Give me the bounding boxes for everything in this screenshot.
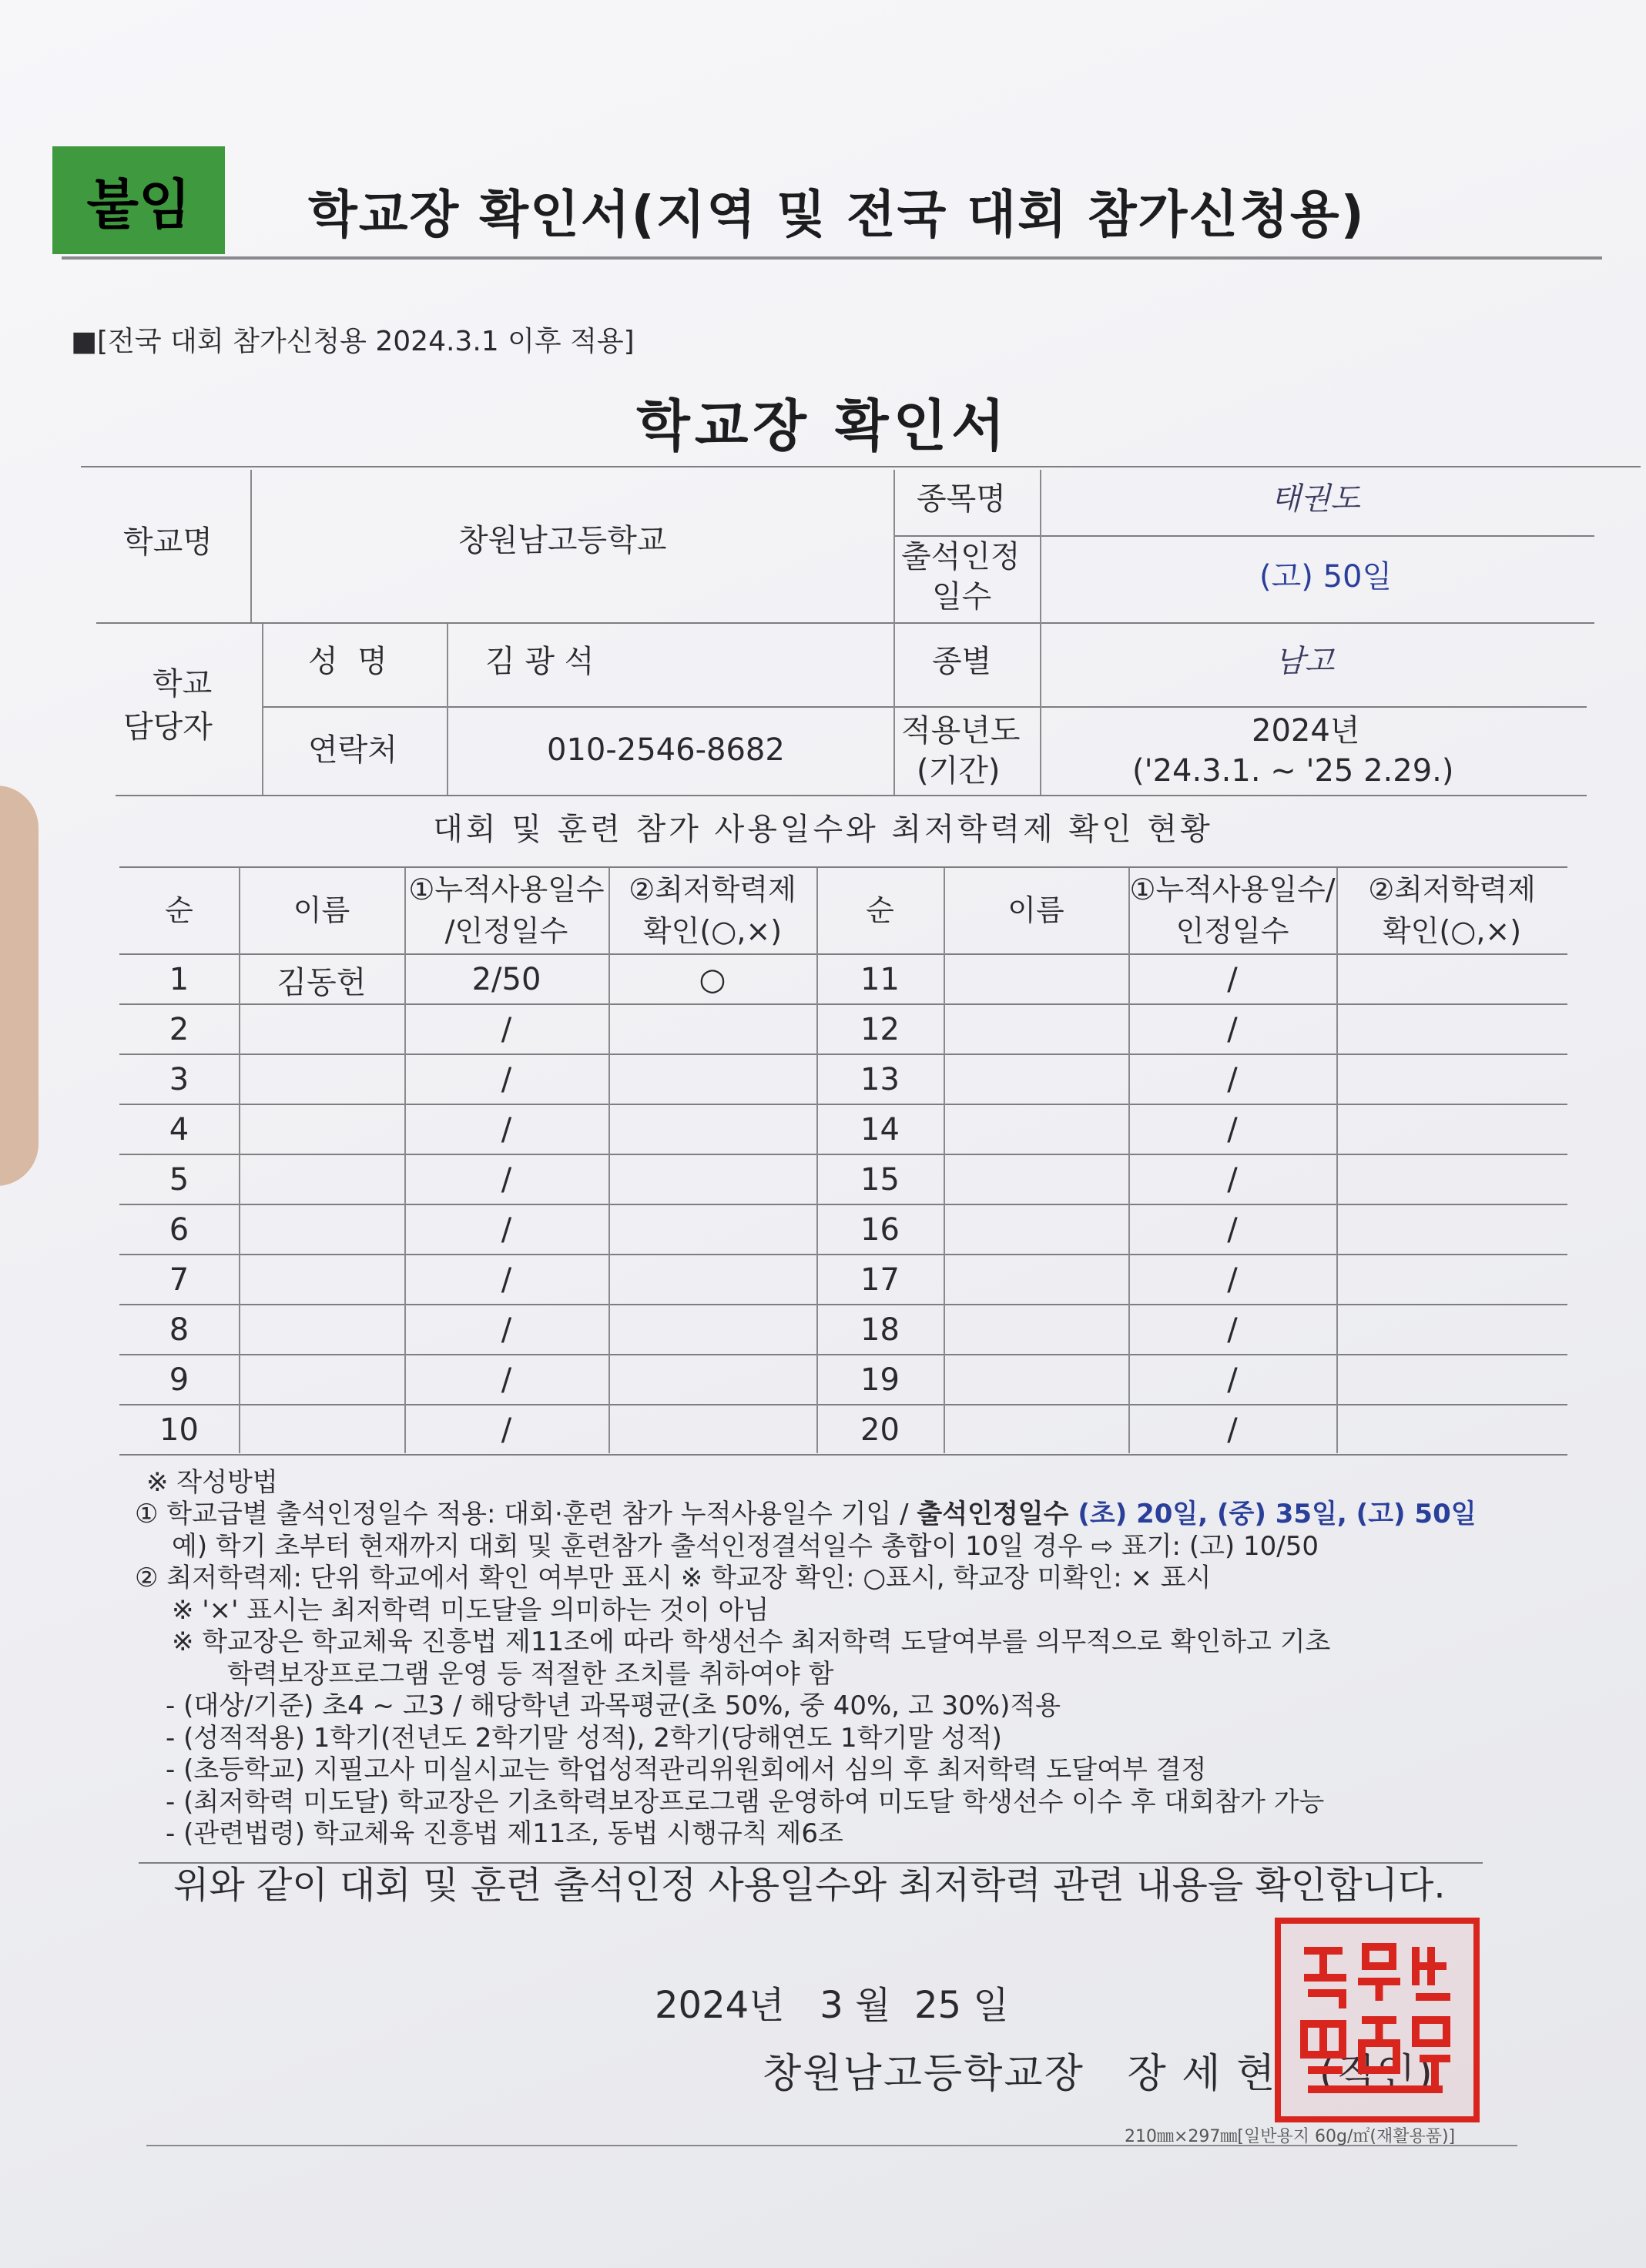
table-cell-days: / — [1227, 1212, 1238, 1248]
table-cell-name — [239, 1355, 404, 1405]
table-cell-days: / — [1227, 1412, 1238, 1448]
table-cell-check — [1336, 1005, 1567, 1054]
table-cell-no: 12 — [860, 1012, 900, 1047]
table-cell-days: / — [1227, 1062, 1238, 1097]
table-cell-name — [944, 1055, 1128, 1104]
note-3: ※ '×' 표시는 최저학력 미도달을 의미하는 것이 아님 — [172, 1594, 769, 1626]
table-cell-days: / — [501, 1262, 512, 1298]
table-title: 대회 및 훈련 참가 사용일수와 최저학력제 확인 현황 — [433, 812, 1213, 847]
name-label: 성 명 — [308, 644, 387, 679]
table-cell-no: 2 — [169, 1012, 189, 1047]
gender-label: 종별 — [932, 644, 992, 679]
table-cell-name — [239, 1405, 404, 1455]
name-value: 김 광 석 — [485, 644, 595, 679]
table-cell-no: 8 — [169, 1312, 189, 1348]
table-cell-check — [1336, 1205, 1567, 1255]
table-cell-name: 김동헌 — [277, 964, 367, 1000]
table-cell-days: / — [1227, 1012, 1238, 1047]
gender-value: 남고 — [1275, 644, 1335, 679]
year-value-2: ('24.3.1. ~ '25 2.29.) — [1132, 753, 1454, 789]
header-days-line1: ①누적사용일수/ — [1129, 873, 1336, 907]
note-1-blue: (초) 20일, (중) 35일, (고) 50일 — [1078, 1499, 1477, 1530]
table-cell-days: / — [1227, 1112, 1238, 1147]
note-4-cont: 학력보장프로그램 운영 등 적절한 조치를 취하여야 함 — [227, 1658, 834, 1690]
table-cell-no: 13 — [860, 1062, 900, 1097]
header-min-line2: 확인(○,×) — [642, 913, 783, 948]
table-cell-no: 15 — [860, 1162, 900, 1198]
event-label: 종목명 — [917, 481, 1006, 517]
writing-instructions — [135, 1467, 1477, 1851]
paper-spec: 210㎜×297㎜[일반용지 60g/㎡(재활용품)] — [1125, 2127, 1456, 2146]
table-cell-no: 4 — [169, 1112, 189, 1147]
header-days-right — [1128, 868, 1336, 953]
table-cell-check — [1336, 1055, 1567, 1104]
header-days-line2: 인정일수 — [1175, 913, 1289, 948]
table-cell-name — [944, 1105, 1128, 1154]
main-title: 학교장 확인서(지역 및 전국 대회 참가신청용) — [308, 185, 1366, 244]
table-cell-name — [239, 1105, 404, 1154]
table-cell-name — [944, 1155, 1128, 1204]
table-cell-check — [608, 1055, 816, 1104]
table-cell-check — [1336, 1405, 1567, 1455]
official-seal-icon — [1275, 1918, 1480, 2122]
table-cell-days: / — [501, 1012, 512, 1047]
note-1-text: ① 학교급별 출석인정일수 적용: 대회·훈련 참가 누적사용일수 기입 / — [135, 1499, 917, 1530]
attend-label-2: 일수 — [932, 579, 992, 615]
table-cell-name — [944, 1305, 1128, 1355]
table-cell-days: 2/50 — [471, 962, 541, 997]
note-4: ※ 학교장은 학교체육 진흥법 제11조에 따라 학생선수 최저학력 도달여부를 의무적으로 확인하고 기초 — [172, 1626, 1331, 1658]
year-label-1: 적용년도 — [901, 713, 1021, 749]
table-cell-no: 7 — [169, 1262, 189, 1298]
table-cell-name — [239, 1255, 404, 1305]
attend-label-1: 출석인정 — [901, 539, 1021, 575]
table-cell-check — [1336, 1155, 1567, 1204]
info-divider — [250, 470, 252, 622]
note-2: ② 최저학력제: 단위 학교에서 확인 여부만 표시 ※ 학교장 확인: ○표시, 학교장 미확인: × 표시 — [135, 1563, 1212, 1594]
table-cell-name — [944, 1355, 1128, 1405]
info-divider — [893, 470, 895, 795]
table-cell-no: 1 — [169, 962, 189, 997]
header-name-left: 이름 — [293, 893, 350, 927]
detail-1: - (대상/기준) 초4 ~ 고3 / 해당학년 과목평균(초 50%, 중 40%, 고 30%)적용 — [166, 1690, 1061, 1722]
table-cell-no: 9 — [169, 1362, 189, 1398]
table-cell-days: / — [501, 1412, 512, 1448]
table-cell-check — [608, 1005, 816, 1054]
info-divider — [447, 624, 448, 795]
header-days-left — [404, 868, 608, 953]
table-cell-check — [1336, 955, 1567, 1004]
manager-label-1: 학교 — [153, 666, 213, 702]
header-name-right: 이름 — [1007, 893, 1064, 927]
table-cell-check — [1336, 1105, 1567, 1154]
table-cell-no: 14 — [860, 1112, 900, 1147]
note-1-bold: 출석인정일수 — [917, 1499, 1078, 1530]
principal-signature-line: 창원남고등학교장 장 세 현 (직인) — [763, 2051, 1434, 2097]
school-value: 창원남고등학교 — [458, 523, 667, 558]
table-cell-check — [1336, 1355, 1567, 1405]
year-label-2: (기간) — [917, 753, 1001, 789]
table-cell-check — [608, 1355, 816, 1405]
header-days-line1: ①누적사용일수 — [408, 873, 605, 907]
table-cell-name — [239, 1155, 404, 1204]
confirmation-statement: 위와 같이 대회 및 훈련 출석인정 사용일수와 최저학력 관련 내용을 확인합니다. — [173, 1864, 1446, 1907]
header-min-line2: 확인(○,×) — [1382, 913, 1522, 948]
detail-2: - (성적적용) 1학기(전년도 2학기말 성적), 2학기(당해연도 1학기말 성적) — [166, 1722, 1002, 1754]
info-divider — [1040, 470, 1041, 795]
table-cell-name — [239, 1205, 404, 1255]
table-cell-check — [608, 1155, 816, 1204]
table-cell-check — [1336, 1255, 1567, 1305]
table-cell-name — [944, 1005, 1128, 1054]
attend-value: (고) 50일 — [1259, 559, 1393, 595]
attachment-badge: 붙임 — [52, 146, 225, 254]
event-value: 태권도 — [1271, 481, 1360, 517]
table-cell-check — [608, 1405, 816, 1455]
detail-5: - (관련법령) 학교체육 진흥법 제11조, 동법 시행규칙 제6조 — [166, 1818, 843, 1850]
header-no-right: 순 — [866, 893, 894, 927]
detail-3: - (초등학교) 지필고사 미실시교는 학업성적관리위원회에서 심의 후 최저학력 도달여부 결정 — [166, 1754, 1207, 1786]
header-no-left: 순 — [165, 893, 193, 927]
table-cell-days: / — [501, 1212, 512, 1248]
table-cell-name — [239, 1005, 404, 1054]
table-cell-name — [944, 955, 1128, 1004]
table-cell-check — [608, 1105, 816, 1154]
table-cell-check: ○ — [699, 962, 726, 997]
table-cell-name — [944, 1205, 1128, 1255]
table-cell-days: / — [501, 1162, 512, 1198]
table-cell-check — [1336, 1305, 1567, 1355]
table-cell-no: 3 — [169, 1062, 189, 1097]
info-rule — [116, 795, 1587, 796]
table-cell-no: 19 — [860, 1362, 900, 1398]
info-rule — [262, 706, 1587, 708]
table-cell-days: / — [1227, 1312, 1238, 1348]
table-cell-check — [608, 1255, 816, 1305]
table-cell-no: 16 — [860, 1212, 900, 1248]
table-cell-days: / — [1227, 962, 1238, 997]
table-cell-days: / — [501, 1062, 512, 1097]
table-cell-no: 17 — [860, 1262, 900, 1298]
detail-4: - (최저학력 미도달) 학교장은 기초학력보장프로그램 운영하여 미도달 학생선수 이수 후 대회참가 가능 — [166, 1786, 1325, 1817]
table-cell-days: / — [1227, 1362, 1238, 1398]
table-cell-no: 6 — [169, 1212, 189, 1248]
table-cell-days: / — [1227, 1162, 1238, 1198]
table-cell-name — [944, 1405, 1128, 1455]
manager-label-2: 담당자 — [123, 709, 213, 745]
year-value-1: 2024년 — [1252, 713, 1360, 749]
header-min-left — [608, 868, 816, 953]
table-cell-no: 11 — [860, 962, 900, 997]
note-1 — [135, 1499, 1477, 1530]
notes-heading: ※ 작성방법 — [146, 1467, 278, 1498]
issue-date: 2024년 3 월 25 일 — [655, 1984, 1009, 2027]
seal-graphic — [1281, 1924, 1473, 2116]
table-cell-days: / — [501, 1312, 512, 1348]
applicability-note: ■[전국 대회 참가신청용 2024.3.1 이후 적용] — [71, 326, 635, 357]
info-rule — [81, 466, 1641, 467]
table-cell-no: 10 — [159, 1412, 199, 1448]
table-cell-no: 5 — [169, 1162, 189, 1198]
document-title: 학교장 확인서 — [636, 394, 1010, 458]
table-cell-days: / — [1227, 1262, 1238, 1298]
header-min-line1: ②최저학력제 — [629, 873, 796, 907]
table-cell-name — [239, 1305, 404, 1355]
table-cell-check — [608, 1205, 816, 1255]
table-cell-name — [944, 1255, 1128, 1305]
table-cell-no: 20 — [860, 1412, 900, 1448]
note-1-example: 예) 학기 초부터 현재까지 대회 및 훈련참가 출석인정결석일수 총합이 10일 경우 ⇨ 표기: (고) 10/50 — [172, 1530, 1319, 1562]
contact-value: 010-2546-8682 — [547, 732, 785, 768]
school-label: 학교명 — [123, 524, 213, 560]
table-cell-days: / — [501, 1362, 512, 1398]
table-cell-no: 18 — [860, 1312, 900, 1348]
header-days-line2: /인정일수 — [444, 913, 568, 948]
header-min-line1: ②최저학력제 — [1368, 873, 1536, 907]
table-cell-check — [608, 1305, 816, 1355]
header-min-right — [1336, 868, 1567, 953]
info-rule — [96, 622, 1594, 624]
info-divider — [262, 624, 263, 795]
contact-label: 연락처 — [308, 732, 397, 768]
table-cell-name — [239, 1055, 404, 1104]
table-cell-days: / — [501, 1112, 512, 1147]
title-rule — [62, 256, 1602, 260]
